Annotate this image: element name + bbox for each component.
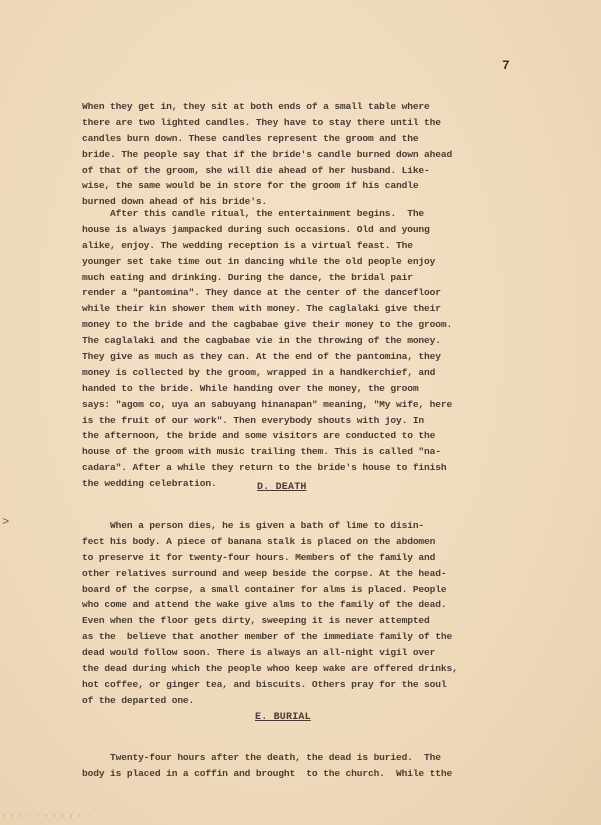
text-line: hot coffee, or ginger tea, and biscuits. Others pray for the soul	[82, 678, 447, 690]
text-line: who come and attend the wake give alms to the family of the dead.	[82, 599, 447, 611]
text-line: house is always jampacked during such occasions. Old and young	[82, 223, 430, 235]
text-line: as the believe that another member of the immediate family of the	[82, 631, 453, 643]
text-line: there are two lighted candles. They have to stay there until the	[82, 116, 441, 128]
text-line: while their kin shower them with money. The caglalaki give their	[82, 303, 441, 315]
text-line: Even when the floor gets dirty, sweeping it is never attempted	[82, 615, 430, 627]
text-line: says: "agom co, uya an sabuyang hinanapan" meaning, "My wife, here	[82, 398, 453, 410]
text-line: board of the corpse, a small container for alms is placed. People	[82, 583, 447, 595]
text-line: fect his body. A piece of banana stalk is placed on the abdomen	[82, 535, 436, 547]
text-line: They give as much as they can. At the end of the pantomina, they	[82, 351, 441, 363]
text-line: money is collected by the groom, wrapped in a handkerchief, and	[82, 366, 436, 378]
text-line: house of the groom with music trailing them. This is called "na-	[82, 446, 441, 458]
text-line: candles burn down. These candles represent the groom and the	[82, 132, 419, 144]
text-line: the afternoon, the bride and some visitors are conducted to the	[82, 430, 436, 442]
text-line: render a "pantomina". They dance at the center of the dancefloor	[82, 287, 441, 299]
text-line: other relatives surround and weep beside the corpse. At the head-	[82, 567, 447, 579]
text-line: burned down ahead of his bride's.	[82, 196, 268, 208]
text-line: When a person dies, he is given a bath of lime to disin-	[82, 520, 425, 531]
text-line: of that of the groom, she will die ahead of her husband. Like-	[82, 164, 430, 176]
page-number: 7	[502, 58, 510, 73]
text-line: much eating and drinking. During the dance, the bridal pair	[82, 271, 413, 283]
text-line: When they get in, they sit at both ends of a small table where	[82, 101, 430, 112]
text-line: younger set take time out in dancing while the old people enjoy	[82, 255, 436, 267]
text-line: body is placed in a coffin and brought to the church. While tthe	[82, 767, 453, 779]
text-line: handed to the bride. While handing over the money, the groom	[82, 382, 419, 394]
text-line: the wedding celebration.	[82, 478, 217, 490]
heading-death: D. DEATH	[257, 482, 307, 493]
footer-mark: · · · · · · · · · · ·	[2, 813, 91, 821]
text-line: After this candle ritual, the entertainment begins. The	[82, 208, 425, 219]
text-line: alike, enjoy. The wedding reception is a virtual feast. The	[82, 239, 413, 251]
text-line: to preserve it for twenty-four hours. Members of the family and	[82, 551, 436, 563]
text-line: dead would follow soon. There is always an all-night vigil over	[82, 647, 436, 659]
text-line: of the departed one.	[82, 694, 195, 706]
paragraph-death	[82, 518, 542, 709]
text-line: cadara". After a while they return to the bride's house to finish	[82, 462, 447, 474]
edge-mark: >	[2, 515, 10, 529]
text-line: the dead during which the people whoo keep wake are offered drinks,	[82, 663, 458, 675]
text-line: Twenty-four hours after the death, the dead is buried. The	[82, 752, 441, 763]
paragraph-candle-ritual	[82, 99, 542, 210]
heading-burial: E. BURIAL	[255, 712, 311, 723]
text-line: wise, the same would be in store for the groom if his candle	[82, 180, 419, 192]
text-line: bride. The people say that if the bride's candle burned down ahead	[82, 148, 453, 160]
paragraph-entertainment	[82, 206, 542, 492]
text-line: is the fruit of our work". Then everybody shouts with joy. In	[82, 414, 425, 426]
text-line: money to the bride and the cagbabae give their money to the groom.	[82, 319, 453, 331]
text-line: The caglalaki and the cagbabae vie in the throwing of the money.	[82, 335, 441, 347]
paragraph-burial	[82, 750, 542, 782]
